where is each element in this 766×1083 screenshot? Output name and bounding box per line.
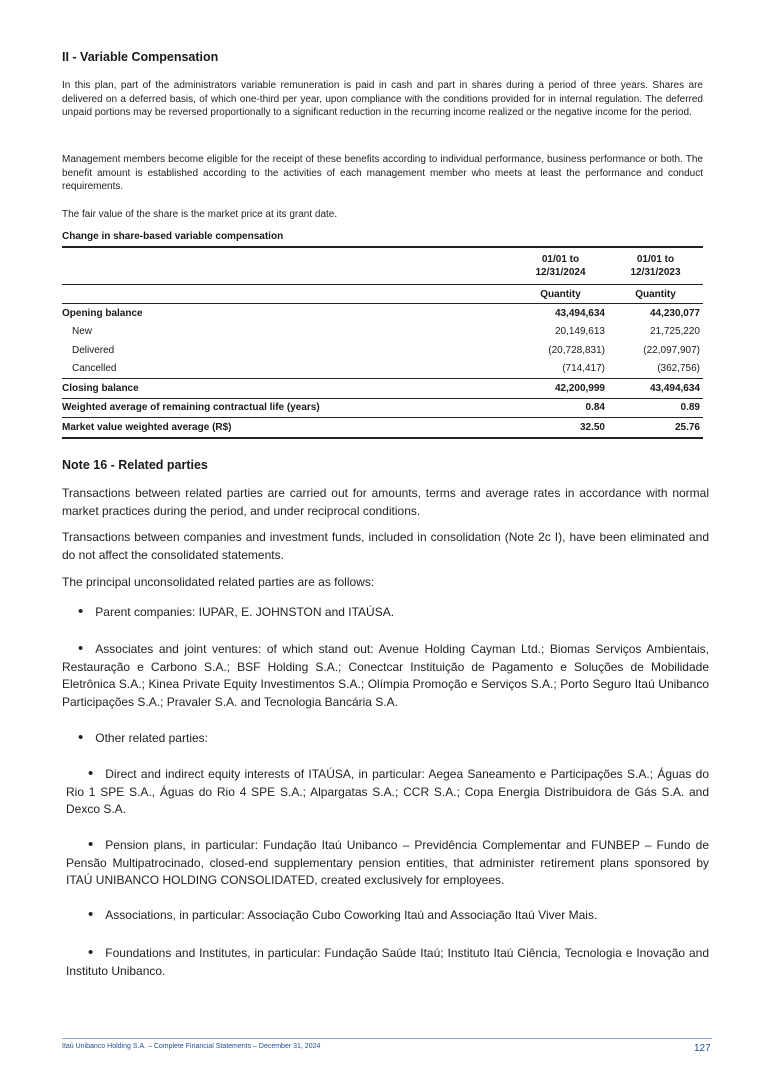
note-paragraph-2: Transactions between companies and investment funds, included in consolidation (Note 2c I), have been eliminated and do not affect the consolidated statements. [62, 530, 709, 562]
bullet-icon: • [88, 836, 94, 853]
table-row: Weighted average of remaining contractual life (years) 0.84 0.89 [62, 402, 700, 414]
list-item: • Pension plans, in particular: Fundação Itaú Unibanco – Previdência Complementar and FUNBEP – Fundo de Pensão Multipatrocinado, closed-end supplementary pension entities, that administer retirement plans sponsored by ITAÚ UNIBANCO HOLDING CONSOLIDATED, created exclusively for employees. [66, 836, 709, 887]
variable-comp-paragraph-2: Management members become eligible for the receipt of these benefits according to individual performance, business performance or both. The benefit amount is established according to the activities of each management member who meets at least the performance and conduct requirements. [62, 154, 703, 193]
bullet-icon: • [88, 906, 94, 923]
list-item: • Associations, in particular: Associação Cubo Coworking Itaú and Associação Itaú Viver Mais. [88, 906, 598, 923]
bullet-icon: • [88, 944, 94, 961]
table-row: Opening balance 43,494,634 44,230,077 [62, 307, 700, 319]
bullet-icon: • [78, 640, 84, 657]
list-item: • Associates and joint ventures: of which stand out: Avenue Holding Cayman Ltd.; Biomas Serviços Ambientais, Restauração e Carbono S.A.; BSF Holding S.A.; Conectcar Instituição de Pagamento e Soluções de Mobilidade Eletrônica S.A.; Kinea Private Equity Investimentos S.A.; Olímpia Promoção e Serviços S.A.; Porto Seguro Itaú Unibanco Participações S.A.; Pravaler S.A. and Tecnologia Bancária S.A. [62, 640, 709, 709]
note-paragraph-3: The principal unconsolidated related parties are as follows: [62, 575, 375, 589]
variable-comp-paragraph-3: The fair value of the share is the market price at its grant date. [62, 209, 338, 220]
bullet-icon: • [88, 765, 94, 782]
page-number: 127 [694, 1043, 711, 1054]
bullet-icon: • [78, 729, 84, 746]
bullet-icon: • [78, 603, 84, 620]
list-item: • Direct and indirect equity interests of ITAÚSA, in particular: Aegea Saneamento e Participações S.A.; Águas do Rio 1 SPE S.A., Águas do Rio 4 SPE S.A.; Alpargatas S.A.; CCR S.A.; Copa Energia Distribuidora de Gás S.A. and Dexco S.A. [66, 765, 709, 816]
footer-rule [62, 1038, 712, 1039]
table-subheader: Quantity Quantity [540, 288, 676, 300]
variable-comp-paragraph-1: In this plan, part of the administrators variable remuneration is paid in cash and part in shares during a period of three years. Shares are delivered on a deferred basis, of which one-third per year, upon compliance with the conditions provided for in internal regulation. The deferred unpaid portions may be reversed proportionally to a significant reduction in the recurring income realized or the negative income for the period. [62, 80, 703, 119]
col-header-2024: 01/01 to 12/31/2024 [535, 254, 586, 278]
list-item: • Parent companies: IUPAR, E. JOHNSTON and ITAÚSA. [78, 603, 395, 620]
list-item: • Foundations and Institutes, in particular: Fundação Saúde Itaú; Instituto Itaú Ciência, Tecnologia e Inovação and Instituto Unibanco. [66, 944, 709, 978]
table-row: New 20,149,613 21,725,220 [72, 326, 700, 338]
note-paragraph-1: Transactions between related parties are carried out for amounts, terms and average rates in accordance with normal market practices during the period, and under reciprocal conditions. [62, 486, 709, 518]
table-row: Market value weighted average (R$) 32.50 25.76 [62, 421, 700, 433]
table-row: Cancelled (714,417) (362,756) [72, 363, 700, 375]
col-header-2023: 01/01 to 12/31/2023 [630, 254, 681, 278]
note-title: Note 16 - Related parties [62, 458, 208, 472]
table-row: Closing balance 42,200,999 43,494,634 [62, 382, 700, 394]
table-row: Delivered (20,728,831) (22,097,907) [72, 344, 700, 356]
share-comp-table [62, 246, 703, 439]
section-title: II - Variable Compensation [62, 50, 219, 64]
table-header [62, 248, 703, 284]
table-title: Change in share-based variable compensation [62, 231, 284, 242]
footer-text: Itaú Unibanco Holding S.A. – Complete Financial Statements – December 31, 2024 [62, 1043, 321, 1050]
list-item: • Other related parties: [78, 729, 208, 746]
